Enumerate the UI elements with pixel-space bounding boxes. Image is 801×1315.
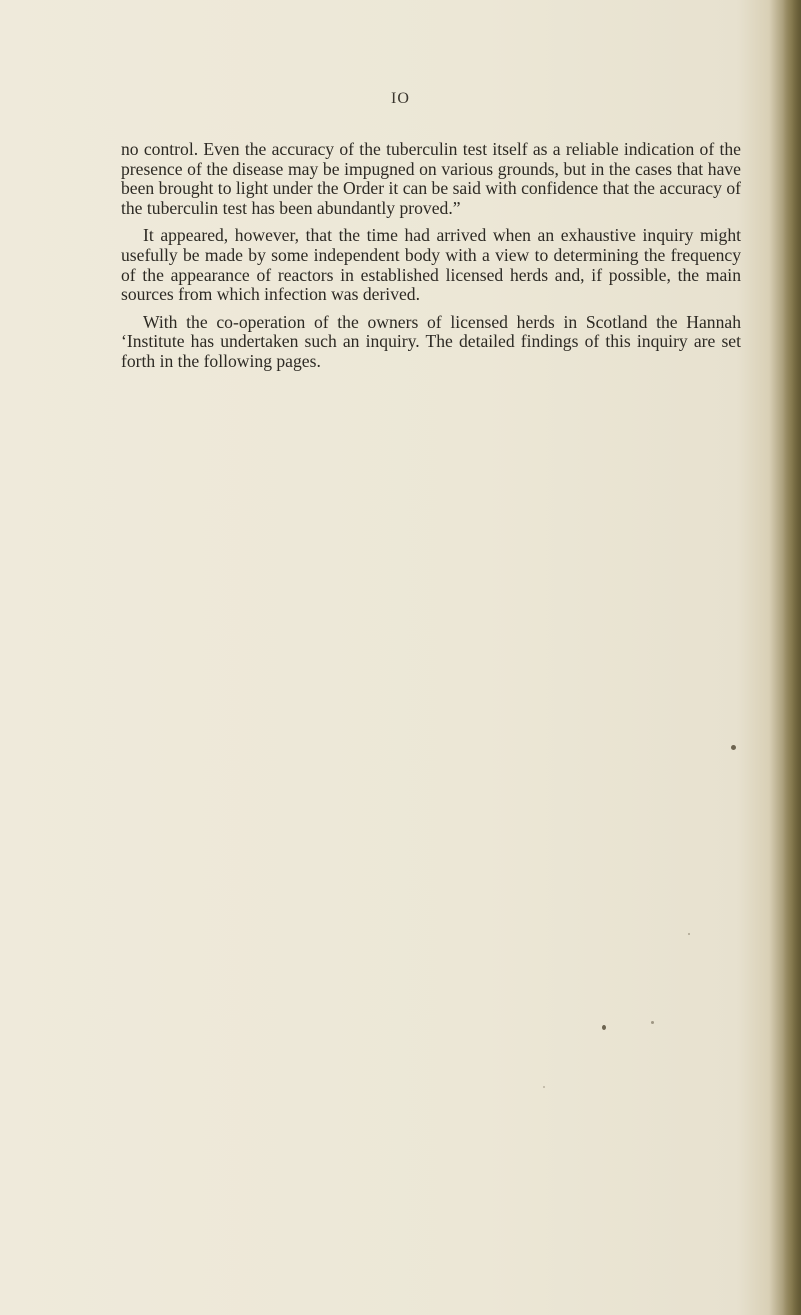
page-number: IO	[391, 90, 410, 107]
paper-speck	[602, 1025, 606, 1030]
page-edge-shadow	[783, 0, 801, 1315]
body-text	[121, 140, 741, 372]
paper-speck	[731, 745, 736, 750]
paragraph-3: With the co-operation of the owners of licensed herds in Scotland the Hannah ‘Institute has undertaken such an inquiry. The detailed findings of this inquiry are set forth in the following pages.	[121, 311, 741, 371]
paper-speck	[688, 933, 690, 935]
paragraph-2: It appeared, however, that the time had arrived when an exhaustive inquiry might usefully be made by some independent body with a view to determining the frequency of the appearance of reactors in established licensed herds and, if possible, the main sources from which infection was derived.	[121, 225, 741, 305]
paper-speck	[651, 1021, 654, 1024]
paragraph-1: no control. Even the accuracy of the tuberculin test itself as a reliable indication of the presence of the disease may be impugned on various grounds, but in the cases that have been brought to light under the Order it can be said with confidence that the accuracy of the tuberculin test has been abundantly proved.”	[121, 139, 741, 218]
paper-speck	[543, 1086, 545, 1088]
